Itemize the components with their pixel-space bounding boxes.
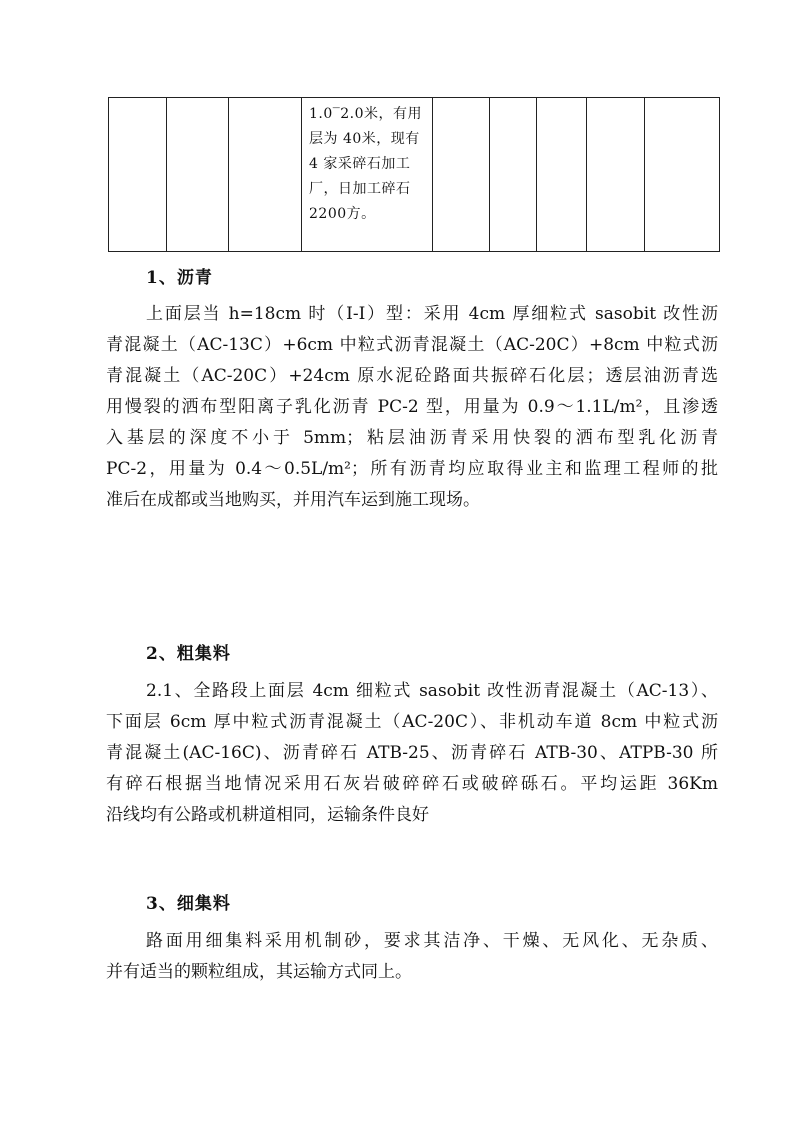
cell-line: 4 家采碎石加工 — [309, 156, 411, 172]
paragraph-line: 2.1、全路段上面层 4cm 细粒式 sasobit 改性沥青混凝土（AC-13）、 — [146, 681, 718, 701]
paragraph-line: PC-2，用量为 0.4～0.5L/m²；所有沥青均应取得业主和监理工程师的批 — [106, 459, 718, 479]
cell-line: 2200方。 — [309, 206, 376, 222]
paragraph-line: 入基层的深度不小于 5mm；粘层油沥青采用快裂的洒布型乳化沥青 — [106, 428, 718, 448]
paragraph-line: 青混凝土（AC-20C）+24cm 原水泥砼路面共振碎石化层；透层油沥青选 — [106, 366, 718, 386]
table-cell — [537, 98, 587, 252]
paragraph-fine-aggregate — [106, 926, 718, 988]
table-cell — [433, 98, 490, 252]
table-cell — [229, 98, 302, 252]
section-heading-coarse-aggregate: 2、粗集料 — [146, 644, 231, 664]
paragraph-line: 准后在成都或当地购买，并用汽车运到施工现场。 — [106, 490, 480, 510]
paragraph-line: 青混凝土（AC-13C）+6cm 中粒式沥青混凝土（AC-20C）+8cm 中粒式沥 — [106, 335, 718, 355]
cell-line: 层为 40米，现有 — [309, 131, 420, 147]
table-cell — [645, 98, 720, 252]
paragraph-line: 用慢裂的洒布型阳离子乳化沥青 PC-2 型，用量为 0.9～1.1L/m²，且渗透 — [106, 397, 718, 417]
paragraph-line: 有碎石根据当地情况采用石灰岩破碎碎石或破碎砾石。平均运距 36Km — [106, 774, 718, 794]
cell-line: 1.0‾2.0米，有用 — [309, 106, 423, 122]
cell-line: 厂，日加工碎石 — [309, 181, 411, 197]
paragraph-line: 青混凝土(AC-16C)、沥青碎石 ATB-25、沥青碎石 ATB-30、ATPB-30 所 — [106, 743, 718, 763]
paragraph-coarse-aggregate — [106, 676, 718, 831]
paragraph-line: 路面用细集料采用机制砂，要求其洁净、干燥、无风化、无杂质、 — [146, 931, 718, 951]
paragraph-line: 下面层 6cm 厚中粒式沥青混凝土（AC-20C）、非机动车道 8cm 中粒式沥 — [106, 712, 718, 732]
section-heading-asphalt: 1、沥青 — [146, 268, 213, 288]
table-cell — [167, 98, 229, 252]
paragraph-line: 上面层当 h=18cm 时（I-I）型：采用 4cm 厚细粒式 sasobit 改性沥 — [146, 304, 718, 324]
table-fragment — [108, 97, 720, 252]
table-cell — [490, 98, 537, 252]
paragraph-asphalt — [106, 299, 718, 516]
paragraph-line: 沿线均有公路或机耕道相同，运输条件良好 — [106, 805, 429, 825]
paragraph-line: 并有适当的颗粒组成，其运输方式同上。 — [106, 962, 412, 982]
table-cell — [587, 98, 645, 252]
table-cell-text — [302, 98, 433, 252]
table-cell — [109, 98, 167, 252]
section-heading-fine-aggregate: 3、细集料 — [146, 894, 231, 914]
table-row — [109, 98, 720, 252]
